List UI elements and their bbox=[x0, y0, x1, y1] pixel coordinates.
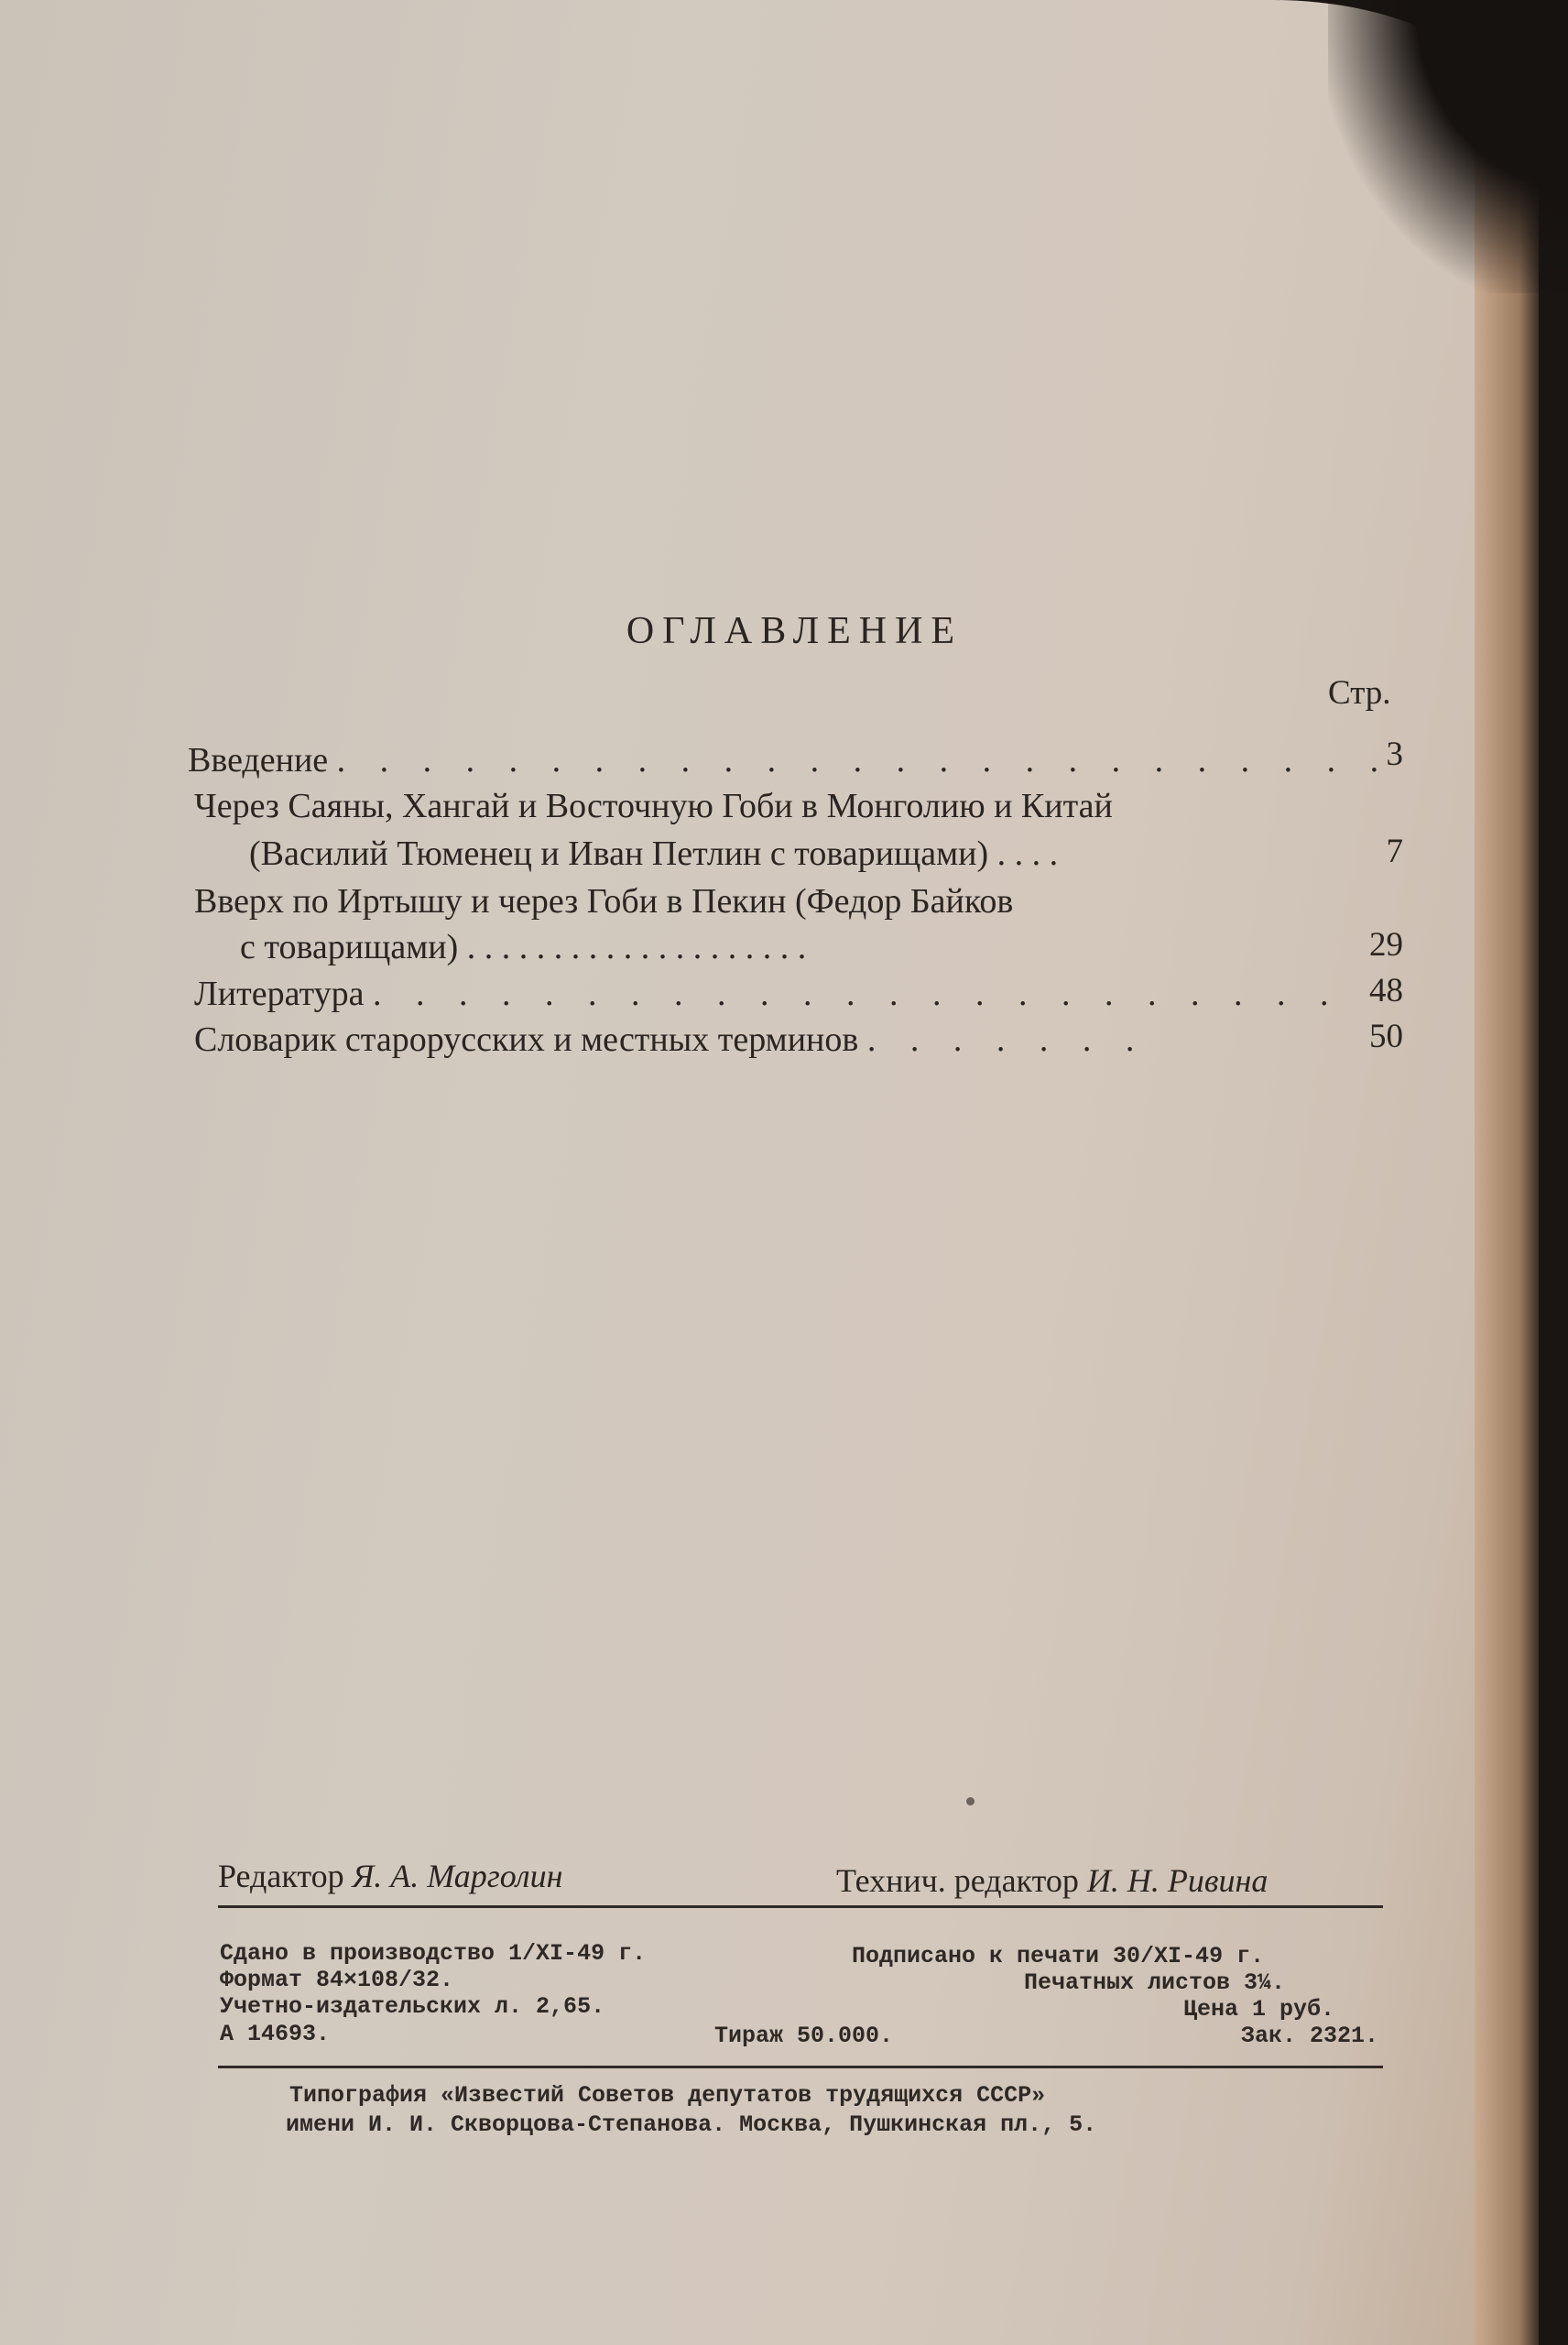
toc-leader-dots: . . . . . . . . . . . . . . . . . . . . . . . . . bbox=[336, 741, 1392, 780]
toc-entry-glossary bbox=[194, 1020, 1147, 1060]
editor-credit bbox=[218, 1857, 562, 1895]
editor-label: Редактор bbox=[218, 1858, 344, 1894]
toc-page-number: 48 bbox=[1369, 972, 1403, 1009]
editor-name: Я. А. Марголин bbox=[352, 1858, 563, 1894]
page-column-label: Стр. bbox=[1328, 674, 1391, 712]
toc-page-number: 50 bbox=[1369, 1018, 1403, 1055]
divider-rule bbox=[218, 1905, 1383, 1908]
tech-editor-credit bbox=[836, 1861, 1268, 1900]
toc-entry-irtysh-subtitle: с товарищами) . . . . . . . . . . . . . . . . . . . . bbox=[240, 928, 807, 966]
table-of-contents bbox=[0, 0, 1511, 1099]
toc-entry-irtysh-title: Вверх по Иртышу и через Гоби в Пекин (Федор Байков bbox=[194, 882, 1014, 921]
toc-entry-sayan-subtitle: (Василий Тюменец и Иван Петлин с товарищами) . . . . bbox=[249, 834, 1059, 873]
toc-page-number: 29 bbox=[1369, 926, 1403, 964]
toc-page-number: 7 bbox=[1386, 833, 1403, 870]
corner-shadow bbox=[1328, 0, 1568, 293]
toc-entry-introduction bbox=[188, 740, 1391, 780]
page-edge-shadow bbox=[1475, 137, 1539, 2345]
toc-heading: ОГЛАВЛЕНИЕ bbox=[626, 610, 964, 652]
order-number: Зак. 2321. bbox=[1241, 2023, 1379, 2049]
price: Цена 1 руб. bbox=[1183, 1996, 1335, 2023]
toc-entry-literature bbox=[194, 974, 1341, 1014]
toc-entry-title: Словарик старорусских и местных терминов bbox=[194, 1020, 859, 1059]
divider-rule bbox=[218, 2066, 1383, 2068]
production-date: Сдано в производство 1/XI-49 г. bbox=[220, 1940, 647, 1967]
toc-entry-title: Литература bbox=[194, 975, 365, 1013]
printed-sheets: Печатных листов 3¼. bbox=[1024, 1969, 1286, 1996]
toc-entry-title: Введение bbox=[188, 741, 329, 780]
publishing-sheets: Учетно-издательских л. 2,65. bbox=[220, 1993, 605, 2020]
catalog-number: А 14693. bbox=[220, 2021, 331, 2047]
format-info: Формат 84×108/32. bbox=[220, 1967, 454, 1993]
tech-editor-label: Технич. редактор bbox=[836, 1862, 1079, 1899]
toc-page-number: 3 bbox=[1386, 736, 1403, 773]
printer-line-2: имени И. И. Скворцова-Степанова. Москва, Пушкинская пл., 5. bbox=[286, 2111, 1097, 2138]
toc-leader-dots: . . . . . . . . . . . . . . . . . . . . . . . bbox=[372, 975, 1342, 1013]
print-run: Тираж 50.000. bbox=[714, 2023, 894, 2049]
toc-entry-sayan-title: Через Саяны, Хангай и Восточную Гоби в Монголию и Китай bbox=[194, 787, 1113, 825]
signed-date: Подписано к печати 30/XI-49 г. bbox=[852, 1943, 1265, 1969]
tech-editor-name: И. Н. Ривина bbox=[1086, 1862, 1269, 1899]
toc-leader-dots: . . . . . . . bbox=[866, 1020, 1148, 1059]
ink-spot bbox=[966, 1797, 975, 1805]
printer-line-1: Типография «Известий Советов депутатов трудящихся СССР» bbox=[289, 2082, 1046, 2109]
